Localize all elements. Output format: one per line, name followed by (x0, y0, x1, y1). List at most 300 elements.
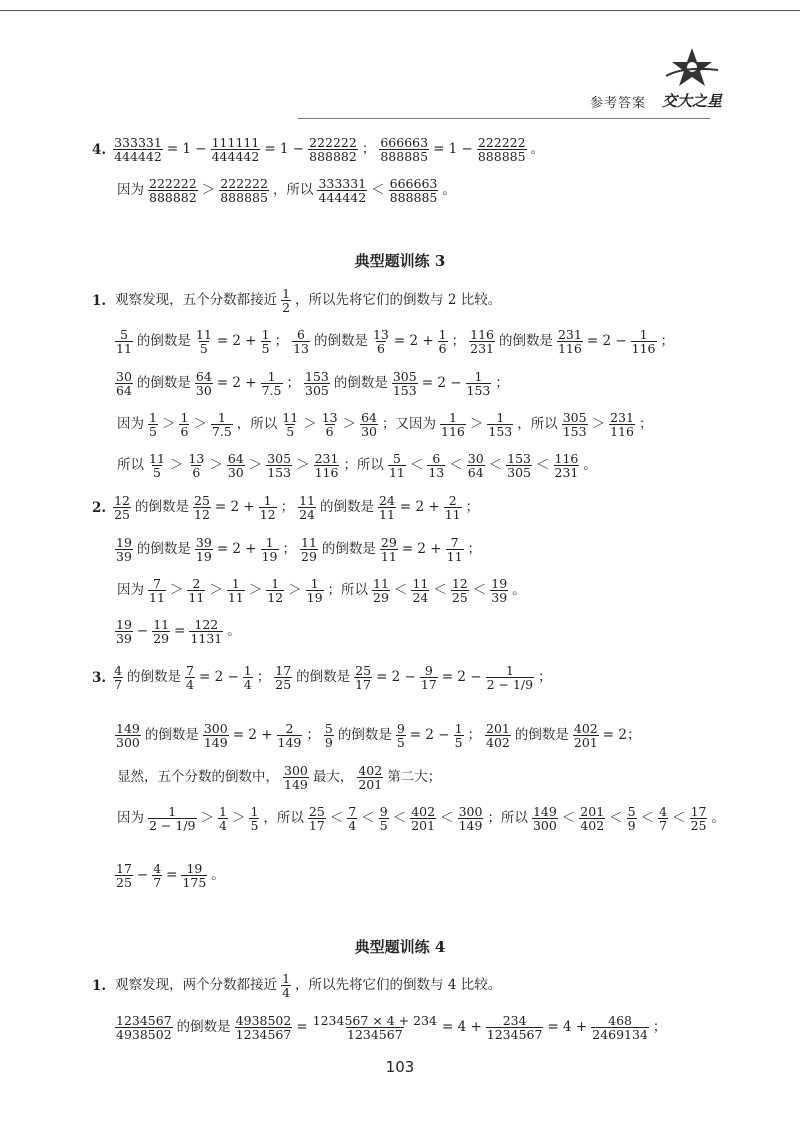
fraction (631, 328, 657, 355)
fraction (444, 494, 462, 521)
question-number: 4. (92, 141, 107, 158)
denominator: 11 (446, 549, 463, 564)
denominator: 30 (227, 465, 244, 480)
text-token: ＞ (303, 416, 317, 432)
fraction (360, 411, 378, 438)
denominator: 6 (192, 465, 201, 480)
text-token: ＞ (469, 416, 484, 432)
fraction (281, 287, 291, 314)
denominator: 300 (116, 735, 140, 750)
s3-q1-intro (92, 287, 504, 314)
numerator: 222222 (309, 135, 357, 150)
denominator: 300 (532, 818, 557, 833)
numerator: 39 (195, 535, 212, 550)
numerator: 1 (250, 804, 259, 819)
denominator: 7.5 (261, 383, 282, 398)
text-token: ＞ (296, 457, 310, 473)
text-token: ，所以先将它们的倒数与 2 比较。 (295, 292, 502, 308)
numerator: 19 (186, 861, 203, 876)
denominator: 888885 (389, 190, 438, 205)
numerator: 231 (314, 451, 339, 466)
numerator: 1234567 (116, 1013, 172, 1028)
denominator: 153 (488, 424, 513, 439)
fraction (379, 136, 429, 163)
fraction (446, 536, 464, 563)
text-token: = (296, 1019, 308, 1035)
numerator: 19 (491, 576, 508, 591)
numerator: 7 (450, 535, 459, 550)
numerator: 1 (474, 369, 483, 384)
text-token: 的倒数是 (136, 541, 191, 557)
text-token: 的倒数是 (136, 375, 191, 391)
text-token: ＜ (371, 182, 385, 198)
fraction (466, 370, 492, 397)
fraction (249, 805, 259, 832)
numerator: 333331 (114, 135, 162, 150)
text-token: 因为 (117, 810, 144, 826)
fraction (357, 764, 383, 791)
denominator: 1234567 (346, 1027, 403, 1042)
expression (114, 177, 459, 204)
denominator: 24 (299, 507, 316, 522)
denominator: 153 (466, 383, 491, 398)
text-token: ＞ (200, 810, 214, 826)
fraction (227, 452, 245, 479)
denominator: 7 (659, 818, 668, 833)
denominator: 231 (470, 341, 494, 356)
text-token: ，所以 (272, 182, 314, 198)
numerator: 11 (412, 576, 429, 591)
expression (114, 328, 677, 355)
fraction (451, 577, 469, 604)
text-token: ＞ (248, 457, 263, 473)
denominator: 11 (388, 465, 405, 480)
fraction (388, 452, 406, 479)
fraction (115, 536, 133, 563)
text-token: 的倒数是 (144, 727, 199, 743)
fraction (187, 452, 205, 479)
denominator: 12 (267, 590, 284, 605)
denominator: 39 (116, 549, 132, 564)
text-token: ＜ (393, 582, 408, 598)
numerator: 1 (261, 327, 270, 342)
fraction (321, 411, 339, 438)
fraction (573, 722, 599, 749)
denominator: 305 (507, 465, 532, 480)
fraction (591, 1014, 649, 1041)
expression (114, 577, 529, 604)
fraction (485, 722, 511, 749)
text-token: = 2 − (409, 727, 450, 743)
numerator: 1 (180, 410, 189, 425)
denominator: 11 (444, 507, 461, 522)
text-token: 。 (211, 867, 225, 883)
text-token: 的倒数是 (127, 669, 182, 685)
denominator: 29 (373, 590, 389, 605)
denominator: 149 (277, 735, 302, 750)
text-token: ＜ (488, 457, 503, 473)
numerator: 149 (116, 721, 140, 736)
text-token: = 2 + (216, 541, 257, 557)
text-token: 观察发现，两个分数都接近 (115, 977, 278, 993)
text-token: 的倒数是 (296, 669, 351, 685)
fraction (211, 136, 261, 163)
fraction (148, 177, 198, 204)
numerator: 222222 (220, 176, 268, 191)
fraction (392, 370, 418, 397)
fraction (113, 136, 163, 163)
denominator: 11 (188, 590, 205, 605)
denominator: 116 (314, 465, 339, 480)
numerator: 1 (454, 721, 463, 736)
denominator: 888885 (380, 149, 429, 164)
denominator: 153 (267, 465, 292, 480)
text-token: = 2 − (376, 669, 416, 685)
denominator: 201 (411, 818, 436, 833)
header-brand: 交大之星 (662, 92, 723, 110)
text-token: 所以 (117, 457, 144, 473)
text-token: ＜ (329, 810, 344, 826)
fraction (454, 722, 464, 749)
numerator: 1 (149, 410, 157, 425)
s3-q3-line-3 (114, 764, 444, 791)
s3-q1-line-4 (114, 452, 600, 479)
denominator: 19 (195, 549, 212, 564)
numerator: 468 (608, 1013, 633, 1028)
denominator: 1234567 (486, 1027, 543, 1042)
denominator: 5 (250, 818, 259, 833)
fraction (193, 494, 211, 521)
text-token: 观察发现，五个分数都接近 (115, 292, 278, 308)
fraction (148, 577, 166, 604)
fraction (410, 805, 436, 832)
denominator: 25 (275, 677, 292, 692)
numerator: 11 (301, 535, 317, 550)
denominator: 11 (380, 549, 397, 564)
fraction (440, 411, 466, 438)
header-section: 参考答案 (590, 96, 647, 111)
numerator: 4 (153, 861, 162, 876)
denominator: 12 (194, 507, 210, 522)
fraction (281, 411, 299, 438)
denominator: 888885 (477, 149, 526, 164)
numerator: 7 (186, 663, 194, 678)
denominator: 11 (116, 341, 132, 356)
text-token: ，所以 (263, 810, 304, 826)
denominator: 201 (358, 777, 383, 792)
expression (114, 452, 600, 479)
denominator: 116 (610, 424, 634, 439)
numerator: 1 (310, 576, 319, 591)
numerator: 1 (438, 327, 447, 342)
s3-q1-line-3 (114, 411, 655, 438)
fraction (148, 452, 166, 479)
text-token: ； (256, 669, 271, 685)
numerator: 1 (243, 663, 252, 678)
fraction (312, 1014, 438, 1041)
denominator: 11 (149, 590, 165, 605)
text-token: ＞ (591, 416, 606, 432)
text-token: ＞ (193, 416, 207, 432)
numerator: 29 (380, 535, 397, 550)
text-token: 。 (711, 810, 725, 826)
numerator: 5 (392, 451, 401, 466)
text-token: ； (282, 541, 297, 557)
text-token: ＞ (231, 810, 246, 826)
expression (114, 618, 244, 645)
fraction (152, 618, 170, 645)
text-token: 。 (583, 457, 597, 473)
expression (114, 722, 643, 749)
denominator: 5 (152, 465, 161, 480)
text-token: = 2 − (441, 669, 482, 685)
denominator: 2 (282, 300, 291, 315)
denominator: 25 (116, 875, 132, 890)
denominator: 30 (361, 424, 378, 439)
fraction (609, 411, 635, 438)
numerator: 13 (188, 451, 205, 466)
fraction (227, 577, 245, 604)
text-token: ； (451, 333, 466, 349)
fraction (179, 411, 189, 438)
fraction (274, 664, 292, 691)
numerator: 231 (610, 410, 634, 425)
text-token: = 1 − (166, 141, 207, 157)
text-token: ＞ (342, 416, 357, 432)
numerator: 64 (195, 369, 212, 384)
fraction (490, 577, 508, 604)
text-token: 的倒数是 (135, 499, 189, 515)
fraction (372, 577, 390, 604)
denominator: 5 (149, 424, 157, 439)
denominator: 7.5 (211, 424, 232, 439)
fraction (261, 328, 271, 355)
numerator: 1 (267, 369, 276, 384)
fraction (113, 664, 123, 691)
text-token: 的倒数是 (313, 333, 368, 349)
fraction (380, 536, 398, 563)
numerator: 17 (275, 663, 292, 678)
text-token: ； (274, 333, 289, 349)
denominator: 64 (116, 383, 132, 398)
text-token: = 2 + (393, 333, 434, 349)
fraction (266, 577, 284, 604)
numerator: 9 (379, 804, 388, 819)
s3-q3-line-5 (114, 862, 228, 889)
fraction (283, 764, 309, 791)
header-rule (298, 118, 710, 119)
denominator: 6 (438, 341, 447, 356)
denominator: 1234567 (235, 1027, 292, 1042)
text-token: = 2 + (399, 499, 440, 515)
fraction (396, 722, 406, 749)
numerator: 13 (372, 327, 389, 342)
numerator: 201 (486, 721, 510, 736)
numerator: 1 (219, 804, 227, 819)
denominator: 7 (153, 875, 162, 890)
fraction (579, 805, 605, 832)
numerator: 2 (448, 493, 457, 508)
text-token: ＞ (161, 416, 176, 432)
denominator: 444442 (114, 149, 162, 164)
denominator: 6 (325, 424, 334, 439)
s3-q2-line-4 (114, 618, 244, 645)
denominator: 9 (324, 735, 333, 750)
question-number: 3. (92, 669, 107, 686)
question-number: 2. (92, 499, 107, 516)
text-token: ＜ (409, 457, 424, 473)
fraction (261, 370, 283, 397)
expression (112, 972, 504, 999)
text-token: = 2 − (586, 333, 627, 349)
fraction (195, 370, 213, 397)
s3-q2-line-1 (92, 494, 482, 521)
numerator: 17 (116, 861, 132, 876)
s4-q1-intro (92, 972, 504, 999)
denominator: 4 (348, 818, 357, 833)
numerator: 222222 (477, 135, 526, 150)
text-token: ； (286, 375, 300, 391)
denominator: 11 (379, 507, 395, 522)
fraction (324, 722, 334, 749)
numerator: 12 (451, 576, 468, 591)
denominator: 6 (376, 341, 385, 356)
numerator: 24 (379, 493, 395, 508)
numerator: 13 (321, 410, 338, 425)
text-token: ＜ (433, 582, 447, 598)
fraction (557, 328, 583, 355)
text-token: ＞ (209, 457, 223, 473)
numerator: 305 (267, 451, 292, 466)
question-number: 1. (92, 292, 107, 309)
fraction (562, 411, 588, 438)
numerator: 1 (282, 971, 291, 986)
fraction (379, 805, 389, 832)
denominator: 175 (182, 875, 207, 890)
fraction (300, 536, 318, 563)
fraction (627, 805, 637, 832)
denominator: 149 (284, 777, 308, 792)
text-token: ，所以先将它们的倒数与 4 比较。 (295, 977, 502, 993)
denominator: 5 (454, 735, 463, 750)
text-token: ＜ (440, 810, 454, 826)
fraction (506, 452, 532, 479)
fraction (243, 664, 253, 691)
text-token: ，所以 (236, 416, 278, 432)
text-token: ，所以 (517, 416, 558, 432)
numerator: 1 (448, 410, 457, 425)
fraction (148, 805, 197, 832)
text-token: ； (280, 499, 295, 515)
fraction (304, 370, 330, 397)
denominator: 305 (305, 383, 329, 398)
denominator: 17 (308, 818, 325, 833)
page-number: 103 (385, 1058, 415, 1076)
denominator: 5 (379, 818, 388, 833)
expression (112, 287, 504, 314)
numerator: 11 (149, 451, 165, 466)
fraction (420, 664, 438, 691)
fraction (378, 494, 396, 521)
s3-q2-line-2 (114, 536, 484, 563)
text-token: ＞ (209, 582, 223, 598)
denominator: 25 (114, 507, 130, 522)
fraction (306, 577, 324, 604)
numerator: 111111 (211, 135, 260, 150)
fraction (658, 805, 668, 832)
fraction (467, 452, 485, 479)
s3-q3-line-2 (114, 722, 643, 749)
numerator: 6 (432, 451, 441, 466)
text-token: 显然，五个分数的倒数中， (117, 769, 279, 785)
denominator: 7 (114, 677, 123, 692)
top-rule (0, 10, 800, 11)
fraction (277, 722, 303, 749)
denominator: 4938502 (116, 1027, 172, 1042)
expression (114, 764, 444, 791)
s4-q1-line-1 (114, 1014, 669, 1041)
numerator: 300 (203, 721, 228, 736)
numerator: 300 (284, 763, 308, 778)
question-number: 1. (92, 977, 107, 994)
q4-prev-line-1 (92, 136, 547, 163)
numerator: 2 (285, 721, 294, 736)
numerator: 666663 (389, 176, 438, 191)
text-token: ； (652, 1019, 667, 1035)
text-token: ； (660, 333, 674, 349)
text-token: = (174, 623, 186, 639)
fraction (211, 411, 233, 438)
text-token: ； (306, 727, 320, 743)
text-token: 因为 (117, 182, 144, 198)
expression (112, 664, 554, 691)
text-token: = 2 + (216, 333, 257, 349)
numerator: 6 (297, 327, 305, 342)
denominator: 13 (293, 341, 309, 356)
fraction (427, 452, 445, 479)
fraction (308, 136, 358, 163)
denominator: 4 (219, 818, 227, 833)
numerator: 7 (152, 576, 161, 591)
numerator: 1 (271, 576, 280, 591)
fraction (411, 577, 429, 604)
denominator: 4 (186, 677, 194, 692)
fraction (261, 536, 279, 563)
denominator: 4 (282, 985, 291, 1000)
text-token: − (136, 623, 149, 639)
expression (114, 862, 228, 889)
numerator: 1 (505, 663, 514, 678)
fraction (690, 805, 708, 832)
denominator: 64 (467, 465, 484, 480)
text-token: 。 (530, 141, 545, 157)
expression (114, 536, 484, 563)
numerator: 116 (470, 327, 494, 342)
text-token: ； (538, 669, 552, 685)
text-token: = 4 + (441, 1019, 482, 1035)
denominator: 9 (627, 818, 636, 833)
text-token: ＞ (169, 582, 184, 598)
denominator: 444442 (211, 149, 260, 164)
text-token: ＜ (472, 582, 487, 598)
denominator: 888882 (149, 190, 197, 205)
fraction (469, 328, 495, 355)
text-token: = 2 − (199, 669, 239, 685)
denominator: 402 (486, 735, 510, 750)
denominator: 5 (261, 341, 270, 356)
text-token: = 1 − (264, 141, 305, 157)
numerator: 4 (114, 663, 123, 678)
